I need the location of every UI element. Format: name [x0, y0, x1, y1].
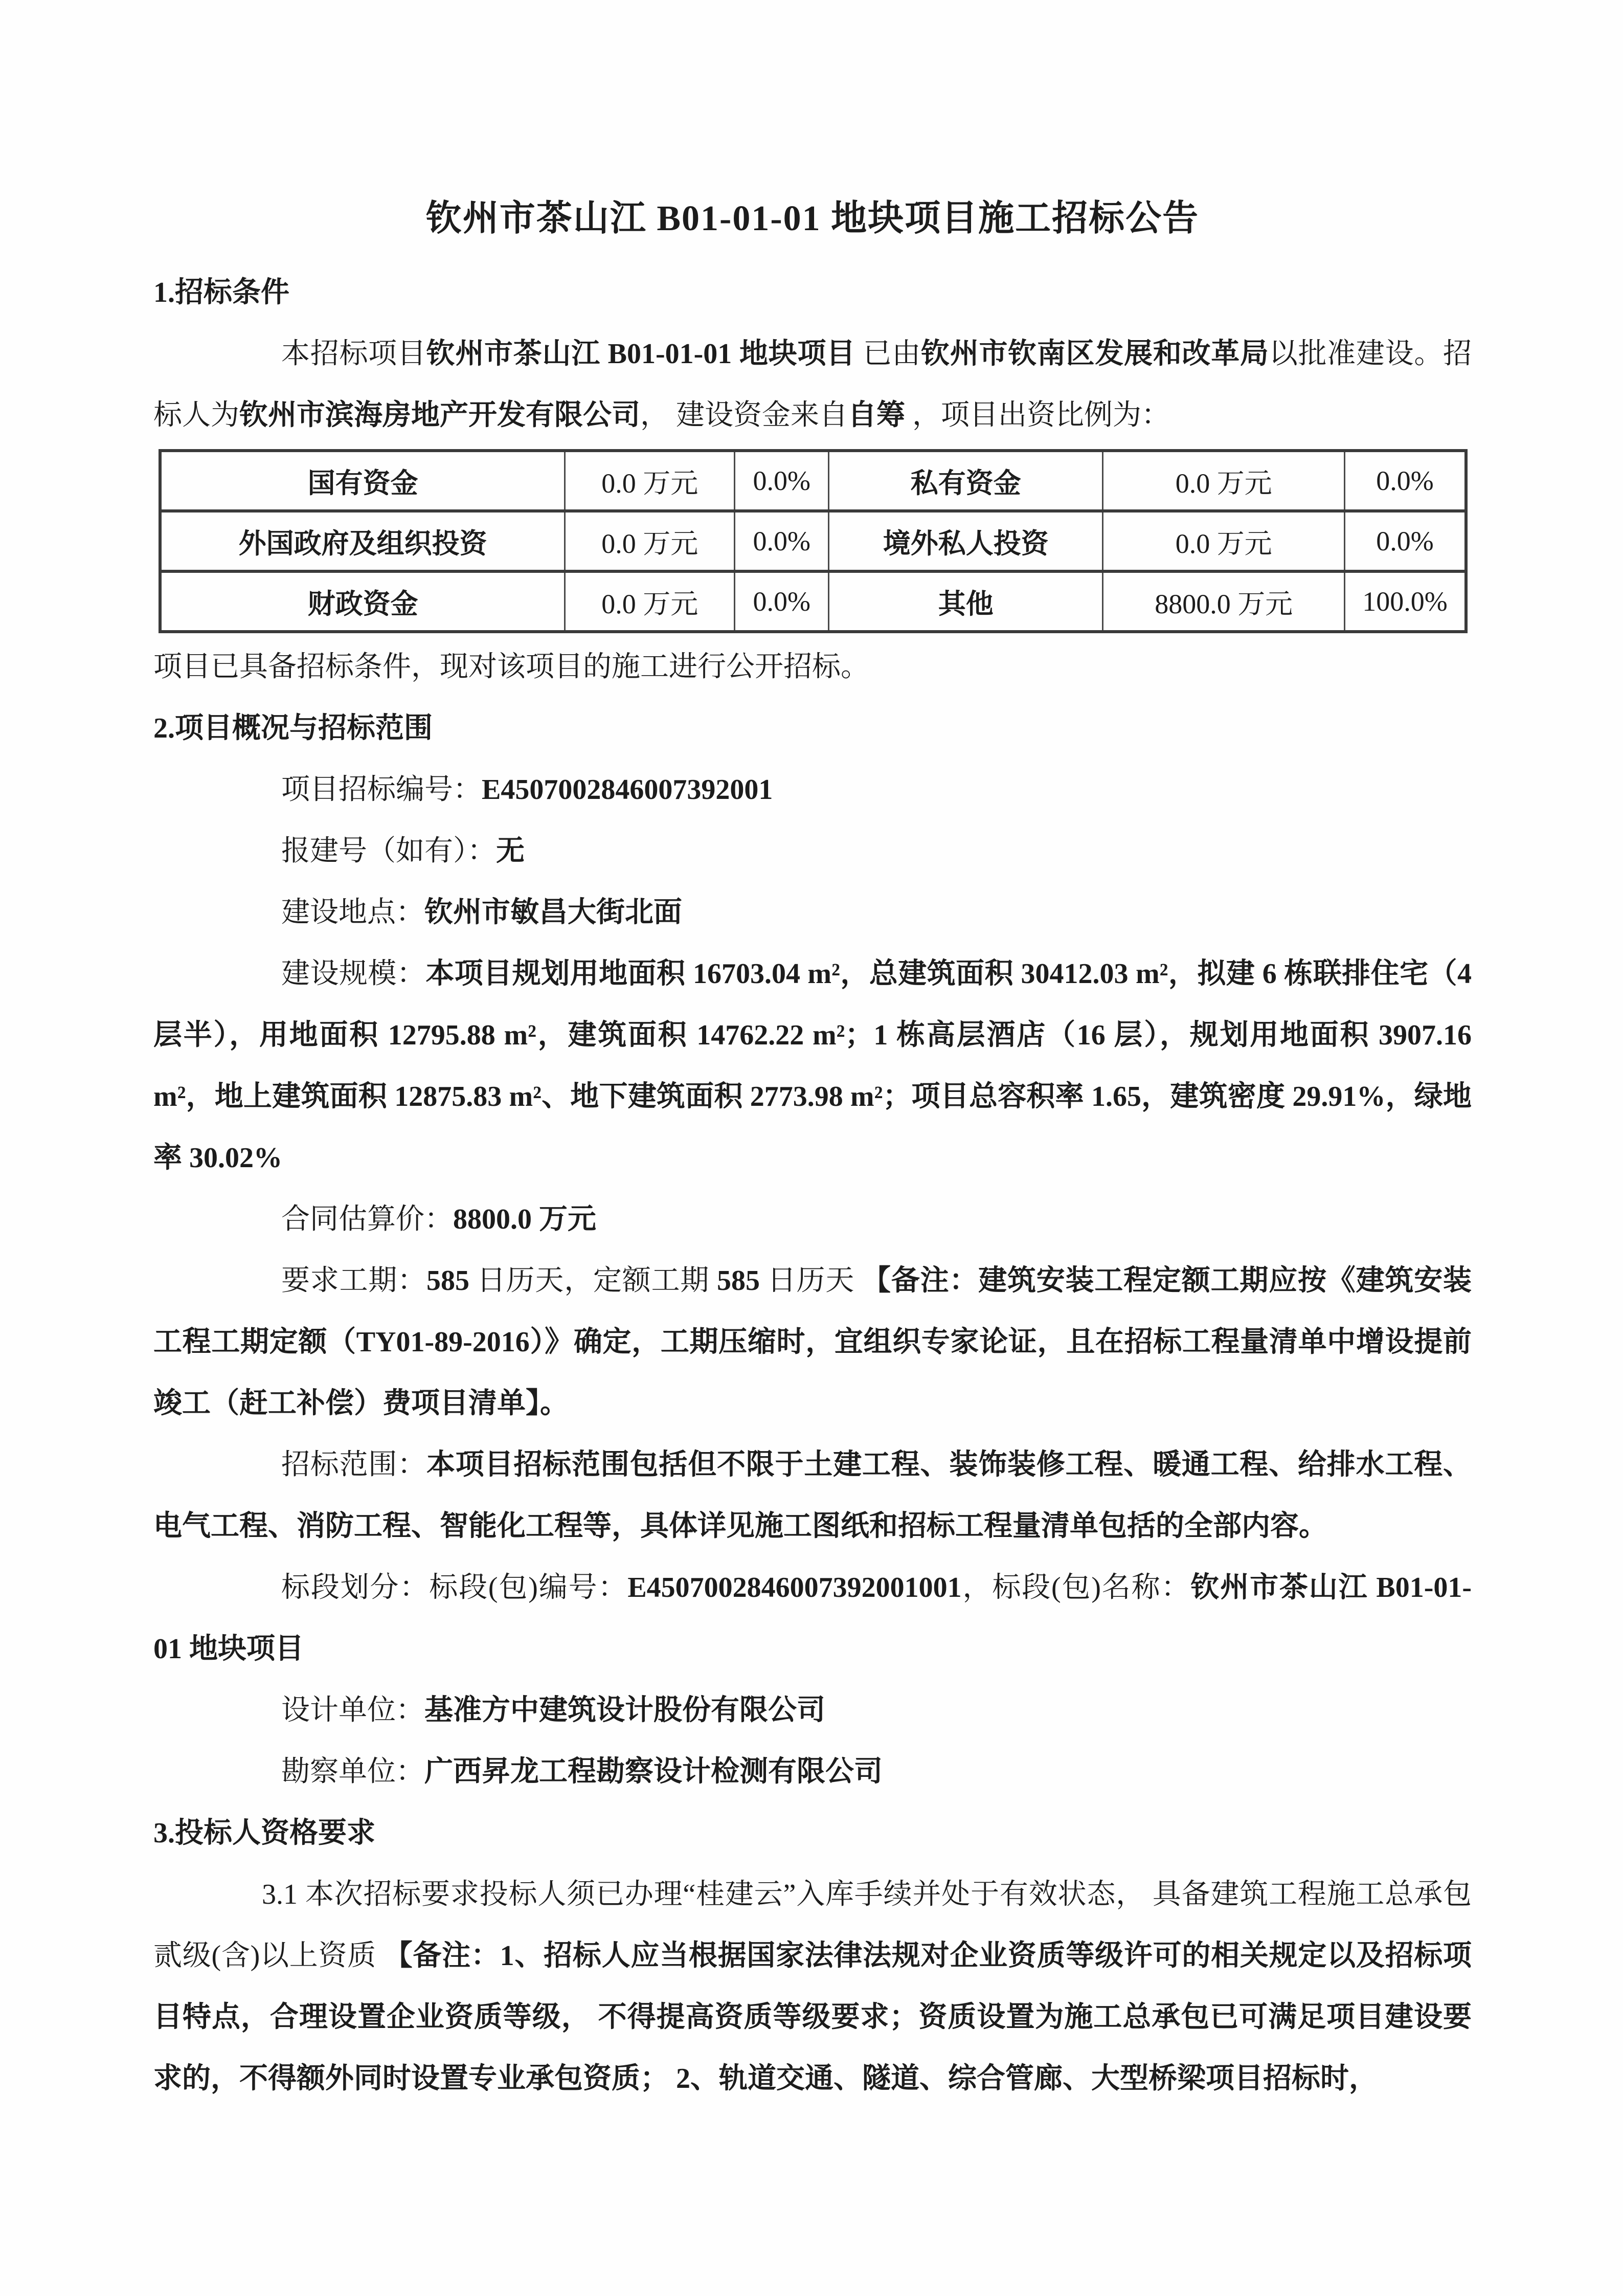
text-run: 项目招标编号：	[281, 774, 482, 806]
text-run: 【备注：建筑安装工程定额工期应按《建筑安装工程工期定额（TY01-89-2016）》确定，工期压缩时，宜组织专家论证，且在招标工程量清单中增设提前竣工（赶工补偿）费项目清单】。	[153, 1265, 1472, 1419]
fund-source-label-cell: 境外私人投资	[829, 511, 1103, 571]
detail-item	[153, 1250, 1472, 1434]
table-row	[160, 511, 1466, 571]
funding-ratio-table	[159, 449, 1468, 633]
text-run: 无	[496, 835, 525, 867]
fund-source-label-cell: 外国政府及组织投资	[160, 511, 565, 571]
detail-item	[153, 820, 1472, 882]
text-run: 已由	[855, 338, 921, 370]
text-run: 日历天，定额工期	[469, 1265, 717, 1297]
text-run: 设计单位：	[281, 1695, 424, 1726]
fund-value-cell: 8800.0 万元	[1103, 571, 1344, 632]
detail-item	[153, 1680, 1472, 1741]
detail-item	[153, 759, 1472, 820]
fund-source-label-cell: 私有资金	[829, 451, 1103, 511]
detail-item	[153, 943, 1472, 1189]
fund-value-cell: 0.0%	[735, 511, 829, 571]
detail-item	[153, 1557, 1472, 1680]
fund-value-cell: 0.0 万元	[565, 571, 735, 632]
text-run: 招标范围：	[281, 1449, 426, 1481]
text-run: 合同估算价：	[281, 1203, 453, 1235]
detail-item	[153, 1434, 1472, 1557]
text-run: ，标段(包)名称：	[961, 1572, 1191, 1603]
text-run: 以批准建设。招标人为	[153, 338, 1472, 431]
text-run: 钦州市滨海房地产开发有限公司	[239, 399, 640, 431]
text-run: 钦州市茶山江 B01-01-01 地块项目	[426, 338, 855, 370]
text-run: 585	[426, 1265, 469, 1297]
text-run: 585	[717, 1265, 760, 1297]
text-run: 钦州市茶山江 B01-01-01 地块项目	[153, 1572, 1472, 1665]
text-run: 报建号（如有）：	[281, 835, 496, 867]
fund-source-label-cell: 财政资金	[160, 571, 565, 632]
text-run: 本项目规划用地面积 16703.04 m²，总建筑面积 30412.03 m²，拟建 6 栋联排住宅（4 层半），用地面积 12795.88 m²，建筑面积 14762.22 m²；1 栋高层酒店（16 层），规划用地面积 3907.16 m²，地上建筑面积 12875.83 m²、地下建筑面积 2773.98 m²；项目总容积率 1.65，建筑密度 29.91%，绿地率 30.02%	[153, 958, 1472, 1174]
text-run: ，项目出资比例为：	[905, 399, 1170, 431]
text-run: 建设规模：	[281, 958, 426, 990]
tender-condition-statement: 项目已具备招标条件，现对该项目的施工进行公开招标。	[153, 651, 869, 683]
text-run: E4507002846007392001001	[627, 1572, 962, 1603]
text-run: 勘察单位：	[281, 1756, 424, 1788]
fund-source-label-cell: 国有资金	[160, 451, 565, 511]
detail-item	[153, 1189, 1472, 1250]
text-run: 建设地点：	[281, 897, 424, 928]
fund-value-cell: 0.0%	[1344, 511, 1466, 571]
fund-source-label-cell: 其他	[829, 571, 1103, 632]
section1-heading: 1.招标条件	[153, 277, 289, 308]
qualification-paragraph	[153, 1864, 1472, 2109]
fund-value-cell: 100.0%	[1344, 571, 1466, 632]
text-run: 本项目招标范围包括但不限于土建工程、装饰装修工程、暖通工程、给排水工程、电气工程、消防工程、智能化工程等，具体详见施工图纸和招标工程量清单包括的全部内容。	[153, 1449, 1472, 1542]
detail-item	[153, 882, 1472, 943]
text-run: 钦州市钦南区发展和改革局	[921, 338, 1269, 370]
text-run: 广西昇龙工程勘察设计检测有限公司	[424, 1756, 883, 1788]
text-run: 日历天	[760, 1265, 862, 1297]
section2-heading: 2.项目概况与招标范围	[153, 712, 433, 744]
text-run: 【备注：1、招标人应当根据国家法律法规对企业资质等级许可的相关规定以及招标项目特点，合理设置企业资质等级， 不得提高资质等级要求；资质设置为施工总承包已可满足项目建设要求的，不得额外同时设置专业承包资质； 2、轨道交通、隧道、综合管廊、大型桥梁项目招标时，	[153, 1940, 1472, 2094]
table-row	[160, 571, 1466, 632]
text-run: 自筹	[848, 399, 905, 431]
table-row	[160, 451, 1466, 511]
fund-value-cell: 0.0%	[1344, 451, 1466, 511]
text-run: 3.1 本次招标要求投标人须已办理“桂建云”入库手续并处于有效状态， 具备建筑工程施工总承包贰级(含)以上资质	[153, 1879, 1472, 1972]
fund-value-cell: 0.0 万元	[565, 451, 735, 511]
section3-heading: 3.投标人资格要求	[153, 1817, 375, 1849]
section2-items	[153, 759, 1472, 1802]
fund-value-cell: 0.0 万元	[1103, 451, 1344, 511]
text-run: 基准方中建筑设计股份有限公司	[424, 1695, 825, 1726]
document-content	[153, 194, 1472, 2109]
fund-value-cell: 0.0 万元	[565, 511, 735, 571]
text-run: 钦州市敏昌大街北面	[424, 897, 682, 928]
text-run: 8800.0 万元	[453, 1203, 596, 1235]
fund-value-cell: 0.0%	[735, 571, 829, 632]
fund-value-cell: 0.0 万元	[1103, 511, 1344, 571]
detail-item	[153, 1741, 1472, 1802]
section1-intro-paragraph	[153, 323, 1472, 446]
text-run: 要求工期：	[281, 1265, 426, 1297]
text-run: 标段划分：标段(包)编号：	[281, 1572, 628, 1603]
text-run: ， 建设资金来自	[640, 399, 848, 431]
text-run: 本招标项目	[281, 338, 426, 370]
document-title: 钦州市茶山江 B01-01-01 地块项目施工招标公告	[425, 199, 1200, 238]
text-run: E4507002846007392001	[482, 774, 773, 806]
fund-value-cell: 0.0%	[735, 451, 829, 511]
